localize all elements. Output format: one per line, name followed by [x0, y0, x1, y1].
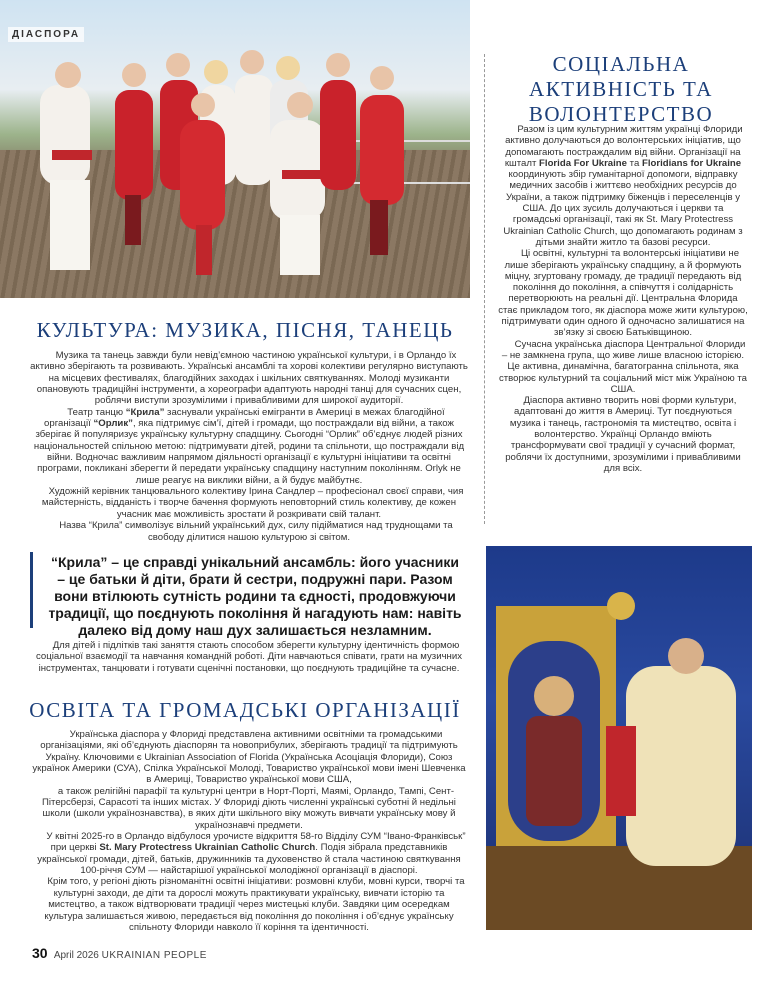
dancer-figures: [40, 50, 404, 275]
paragraph: [30, 831, 468, 876]
paragraph: [498, 124, 748, 248]
flower-arrangement: [606, 726, 636, 816]
social-section-title: СОЦІАЛЬНА АКТИВНІСТЬ ТА ВОЛОНТЕРСТВО: [528, 52, 714, 126]
dance-group-photo: [0, 0, 470, 298]
priest-head: [668, 638, 704, 674]
page-footer: [32, 945, 207, 961]
icon-face: [534, 676, 574, 716]
social-section-body: [498, 124, 748, 474]
dancers-illustration: [0, 0, 470, 298]
church-photo: [486, 546, 752, 930]
org-name: Floridians for Ukraine: [641, 157, 742, 169]
issue-date: April 2026: [53, 950, 99, 961]
paragraph: Українська діаспора у Флориді представлена активними освітніми та громадськими організаціями, які об’єднують діаспорян та новоприбулих, зберігають традиції та підтримують Україну. Ключовими є Ukrainian Association of Florida (Українська Асоціація Флориди), Союз українок Америки (СУА), Спілка Української Молоді, Товариство української мови імені Шевченка в Америці, Товариство української мови США,: [32, 729, 466, 786]
text-span: заснували українські емігранти в Америці в межах благодійної організації: [44, 406, 445, 430]
paragraph: Діаспора активно творить нові форми культури, адаптовані до життя в Америці. Тут поєднуються музика і танець, гастрономія та мистецтво, освіта і волонтерство. Українці Орландо вміють трансформувати свої традиції у сучасний формат, роблячи їх доступними, зрозумілими і привабливими для всіх.: [505, 395, 741, 474]
magazine-name: UKRAINIAN PEOPLE: [101, 950, 207, 961]
church-illustration: [486, 546, 752, 930]
pull-quote: “Крила” – це справді унікальний ансамбль: його учасники – це батьки й діти, брати й сестри, подружні пари. Разом вони втілюють сутність родини та єдності, продовжуючи традиції, що поєднують покоління й нагадують нам: навіть далеко від дому наш дух залишається незламним.: [48, 554, 462, 638]
page-number: 30: [32, 945, 48, 961]
text-span: Разом із цим культурним життям українці Флориди активно долучаються до волонтерських ініціатив, що допомагають постраждалим від війни. Організації на кшталт: [504, 124, 743, 169]
paragraph: Сучасна українська діаспора Центральної Флориди – не замкнена група, що живе лише власною історією. Це активна, динамічна, багатогранна спільнота, яка створює культурний та соціальний міст між Україною та США.: [498, 338, 748, 395]
icon-robe: [526, 716, 582, 826]
priest-vestment: [626, 666, 736, 866]
text-span: . Подія зібрала представників української громади, дітей, батьків, дружинників та духовенство й стала частиною святкування 100-річчя СУМ — найстарішої української молодіжної організації в діаспорі.: [37, 842, 461, 877]
text-span: , яка підтримує сім’ї, дітей і громади, що постраждали від війни, а також зберігає й популяризує українську культурну спадщину. Сьогодні “Орлик” об’єднує людей різних національностей спільною метою: підтримувати дітей, родини та спільноти, що постраждали від війни. Водночас важливим напрямом діяльності організації є культурні ініціативи та освітні програми, покликані зберегти й передати українську спадщину наступним поколінням. Orlyk не лише реагує на виклики війни, а й будує майбутнє.: [33, 418, 465, 486]
paragraph: Ці освітні, культурні та волонтерські ініціативи не лише зберігають українську спадщину, а й формують міцну, згуртовану громаду, де традиції передають від покоління до покоління, а співчуття і солідарність перетворюють на реальні дії. Центральна Флорида стає прикладом того, як діаспора може жити культурою, підтримувати один одного й одночасно залишатися на зв’язку зі своєю Батьківщиною.: [498, 248, 748, 339]
education-section-title: ОСВІТА ТА ГРОМАДСЬКІ ОРГАНІЗАЦІЇ: [29, 698, 461, 722]
culture-section-body-2: [30, 640, 468, 674]
paragraph: Для дітей і підлітків такі заняття стають способом зберегти культурну ідентичність формою соціальної взаємодії та навчання командній роботі. Діти навчаються співати, грати на музичних інструментах, танцювати і готувати сценічні постановки, що поєднують традиційне та сучасне.: [35, 640, 463, 674]
text-span: координують збір гуманітарної допомоги, відправку медичних засобів і життєво необхідних ресурсів до України, а також підтримку біженців і переселенців у США. До цих зусиль долучаються і церкви та громадські організації, такі як St. Mary Protectress Ukrainian Catholic Church, що допомагають родинам з дітьми знайти житло та базові ресурси.: [503, 169, 743, 248]
paragraph: [30, 407, 468, 486]
text-span: У квітні 2025-го в Орландо відбулося урочисте відкриття 58-го Відділу СУМ “Івано-Франківськ” при церкві: [46, 831, 466, 854]
paragraph: Музика та танець завжди були невід’ємною частиною української культури, і в Орландо їх активно зберігають та розвивають. Українські ансамблі та хорові колективи регулярно виступають на місцевих фестивалях, благодійних заходах і шкільних святкуваннях. Молоді музиканти опановують традиційні інструменти, а хореографи адаптують народні танці для сучасних сцен, роблячи виступи зрозумілими і привабливими для широкої аудиторії.: [30, 350, 468, 407]
paragraph: а також релігійні парафії та культурні центри в Норт-Порті, Маямі, Орландо, Тампі, Сент-Пітерсберзі, Сарасоті та інших містах. У Флориді діють численні українські суботні й недільні школи (школи українознавства), в яких діти шкільного віку можуть вивчати українську мову й українознавчі предмети.: [42, 785, 456, 831]
culture-section-title: КУЛЬТУРА: МУЗИКА, ПІСНЯ, ТАНЕЦЬ: [36, 318, 454, 342]
text-span: Театр танцю: [67, 406, 126, 418]
pull-quote-bar: [30, 552, 33, 628]
paragraph: Крім того, у регіоні діють різноманітні освітні ініціативи: розмовні клуби, мовні курси, творчі та культурні заходи, де діти та дорослі можуть практикувати українську, вивчати історію та мистецтво, а також відтворювати традиції через мистецькі клуби. Завдяки цим осередкам культура залишається живою, передається від покоління до покоління і об’єднує українську спільноту Флориди навколо її коріння та ідентичності.: [44, 876, 465, 933]
org-name: Florida For Ukraine: [539, 157, 628, 169]
monstrance: [607, 592, 635, 620]
culture-section-body: [30, 350, 468, 543]
column-divider: [484, 54, 486, 524]
paragraph: Художній керівник танцювального колективу Ірина Сандлер – професіонал своєї справи, чия майстерність, відданість і творче бачення формують неповторний стиль колективу, де кожен учасник має можливість зростати й розкривати свій талант.: [41, 486, 464, 520]
paragraph: Назва “Крила” символізує вільний український дух, силу підійматися над труднощами та свободу ділитися нашою культурою зі світом.: [59, 520, 453, 543]
church-name: St. Mary Protectress Ukrainian Catholic Church: [99, 842, 316, 854]
text-span: та: [627, 157, 642, 169]
section-label: ДІАСПОРА: [8, 27, 84, 42]
education-section-body: [30, 729, 468, 933]
ensemble-name: “Крила”: [125, 406, 165, 418]
org-name: “Орлик”: [93, 418, 133, 430]
